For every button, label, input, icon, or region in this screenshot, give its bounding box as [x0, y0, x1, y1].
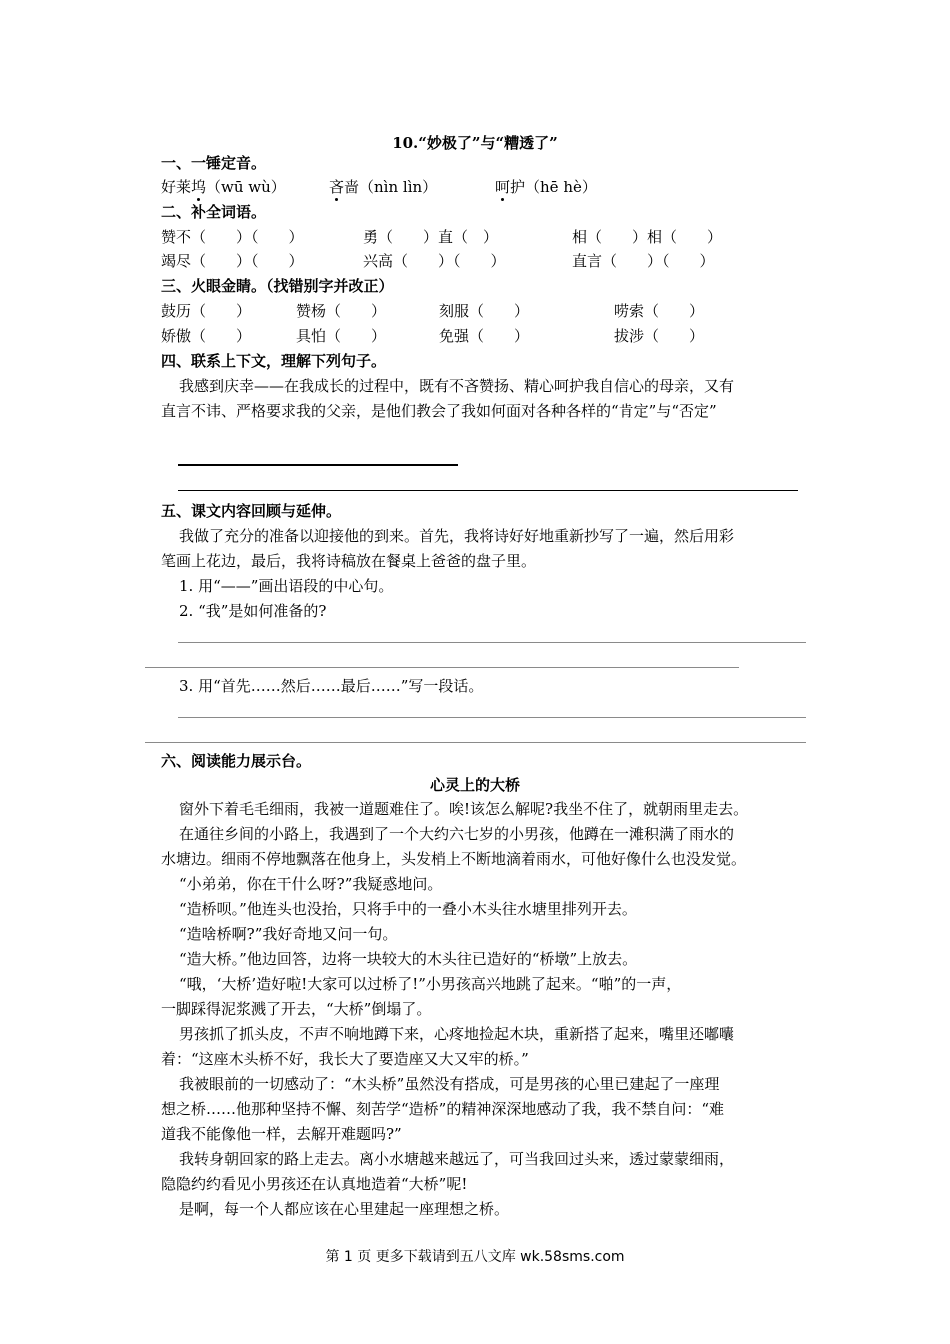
answer-line	[178, 464, 458, 466]
story-title: 心灵上的大桥	[429, 776, 520, 794]
answer-line	[145, 742, 806, 743]
story-line: 窗外下着毛毛细雨，我被一道题难住了。唉!该怎么解呢?我坐不住了，就朝雨里走去。	[179, 800, 749, 818]
story-line: “造桥呗。”他连头也没抬，只将手中的一叠小木头往水塘里排列开去。	[179, 900, 637, 918]
story-line: 在通往乡间的小路上，我遇到了一个大约六七岁的小男孩，他蹲在一滩积满了雨水的	[179, 825, 735, 843]
paragraph-line: 直言不讳、严格要求我的父亲，是他们教会了我如何面对各种各样的“肯定”与“否定”	[161, 402, 717, 420]
story-line: 我转身朝回家的路上走去。离小水塘越来越远了，可当我回过头来，透过蒙蒙细雨，	[179, 1150, 735, 1168]
section-5-heading: 五、课文内容回顾与延伸。	[161, 502, 342, 520]
story-line: 是啊，每一个人都应该在心里建起一座理想之桥。	[179, 1200, 510, 1218]
question-2: 2. “我”是如何准备的?	[179, 602, 327, 620]
typo-item: 拔涉（ ）	[614, 327, 705, 345]
pinyin-item-1-dotted-char: 坞	[191, 178, 207, 196]
story-line: 水塘边。细雨不停地飘落在他身上，头发梢上不断地滴着雨水，可他好像什么也没发觉。	[161, 850, 747, 868]
answer-line	[178, 642, 806, 643]
idiom-blank: 赞不（ ）（ ）	[161, 228, 304, 246]
section-4-heading: 四、联系上下文，理解下列句子。	[161, 352, 387, 370]
pinyin-item-2-dotted-char: 吝	[329, 178, 345, 196]
story-line: 想之桥……他那种坚持不懈、刻苦学“造桥”的精神深深地感动了我，我不禁自问：“难	[161, 1100, 725, 1118]
typo-item: 娇傲（ ）	[161, 327, 252, 345]
idiom-blank: 直言（ ）（ ）	[572, 252, 715, 270]
typo-item: 刻服（ ）	[439, 302, 530, 320]
typo-item: 赞杨（ ）	[296, 302, 387, 320]
question-3: 3. 用“首先……然后……最后……”写一段话。	[179, 677, 484, 695]
pinyin-item-2	[329, 178, 437, 196]
story-line: 男孩抓了抓头皮，不声不响地蹲下来，心疼地捡起木块，重新搭了起来，嘴里还嘟囔	[179, 1025, 735, 1043]
section-2-heading: 二、补全词语。	[161, 203, 267, 221]
story-line: 着：“这座木头桥不好，我长大了要造座又大又牢的桥。”	[161, 1050, 529, 1068]
typo-item: 免强（ ）	[439, 327, 530, 345]
pinyin-item-2-post: 啬（nìn lìn）	[344, 178, 438, 196]
story-line: 一脚踩得泥浆溅了开去，“大桥”倒塌了。	[161, 1000, 432, 1018]
pinyin-item-1-pre: 好莱	[161, 178, 192, 196]
question-1: 1. 用“——”画出语段的中心句。	[179, 577, 394, 595]
answer-line	[178, 490, 798, 491]
typo-item: 唠索（ ）	[614, 302, 705, 320]
idiom-blank: 勇（ ）直（ ）	[363, 228, 499, 246]
answer-line	[145, 667, 739, 668]
idiom-blank: 相（ ）相（ ）	[572, 228, 723, 246]
story-line: 隐隐约约看见小男孩还在认真地造着“大桥”呢!	[161, 1175, 468, 1193]
paragraph-line: 笔画上花边，最后，我将诗稿放在餐桌上爸爸的盘子里。	[161, 552, 537, 570]
section-1-heading: 一、一锤定音。	[161, 154, 267, 172]
story-line: 我被眼前的一切感动了：“木头桥”虽然没有搭成，可是男孩的心里已建起了一座理	[179, 1075, 720, 1093]
story-line: “哦，‘大桥’造好啦!大家可以过桥了!”小男孩高兴地跳了起来。“啪”的一声，	[179, 975, 682, 993]
story-line: 道我不能像他一样，去解开难题吗?”	[161, 1125, 402, 1143]
answer-line	[178, 717, 806, 718]
typo-item: 鼓历（ ）	[161, 302, 252, 320]
story-line: “小弟弟，你在干什么呀?”我疑惑地问。	[179, 875, 443, 893]
story-line: “造啥桥啊?”我好奇地又问一句。	[179, 925, 398, 943]
section-3-heading: 三、火眼金睛。（找错别字并改正）	[161, 277, 394, 295]
pinyin-item-1	[161, 178, 286, 196]
paragraph-line: 我做了充分的准备以迎接他的到来。首先，我将诗好好地重新抄写了一遍，然后用彩	[179, 527, 735, 545]
paragraph-line: 我感到庆幸——在我成长的过程中，既有不吝赞扬、精心呵护我自信心的母亲，又有	[179, 377, 735, 395]
section-6-heading: 六、阅读能力展示台。	[161, 752, 312, 770]
typo-item: 具怕（ ）	[296, 327, 387, 345]
pinyin-item-3-dotted-char: 呵	[495, 178, 511, 196]
pinyin-item-3-post: 护（hē hè）	[510, 178, 597, 196]
idiom-blank: 竭尽（ ）（ ）	[161, 252, 304, 270]
story-line: “造大桥。”他边回答，边将一块较大的木头往已造好的“桥墩”上放去。	[179, 950, 638, 968]
pinyin-item-1-post: （wū wù）	[206, 178, 286, 196]
idiom-blank: 兴高（ ）（ ）	[363, 252, 506, 270]
pinyin-item-3	[495, 178, 597, 196]
page-title: 10.“妙极了”与“糟透了”	[392, 134, 558, 152]
page-footer: 第 1 页 更多下载请到五八文库 wk.58sms.com	[325, 1249, 625, 1265]
